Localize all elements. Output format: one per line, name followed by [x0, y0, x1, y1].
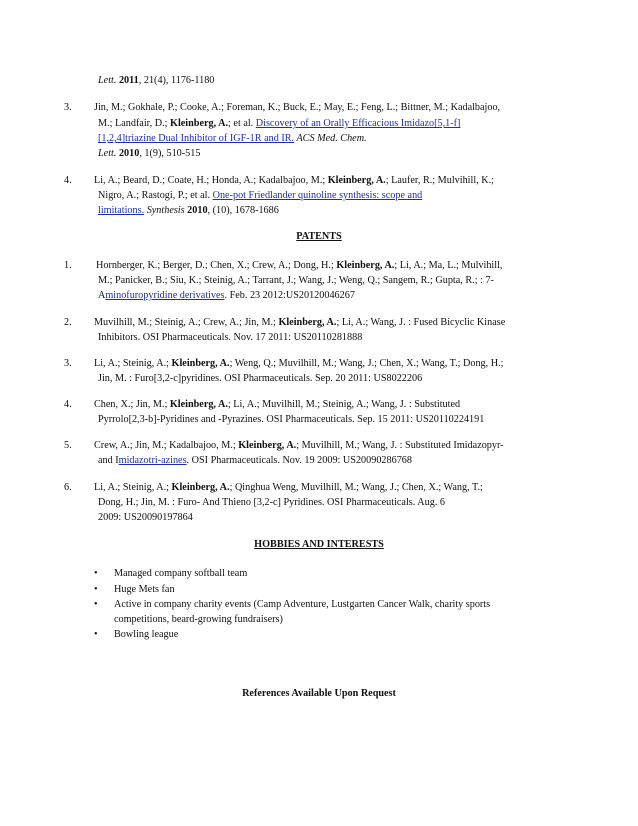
publication-line: limitations. Synthesis 2010, (10), 1678-1686: [98, 205, 279, 216]
bullet-icon: •: [94, 568, 98, 579]
patent-title-link[interactable]: minofuropyridine derivatives: [105, 290, 225, 301]
hobby-item: Active in company charity events (Camp Adventure, Lustgarten Cancer Walk, charity sports: [114, 599, 491, 610]
patent-number: 5.: [64, 440, 72, 451]
patent-line: Muvilhill, M.; Steinig, A.; Crew, A.; Jin, M.; Kleinberg, A.; Li, A.; Wang, J. : Fused Bicyclic Kinase: [94, 317, 506, 328]
publication-number: 3.: [64, 102, 72, 113]
publication-number: 4.: [64, 175, 72, 186]
patent-line: Dong, H.; Jin, M. : Furo- And Thieno [3,2-c] Pyridines. OSI Pharmaceuticals. Aug. 6: [98, 497, 446, 508]
patent-number: 6.: [64, 482, 72, 493]
publication-line: [1,2,4]triazine Dual Inhibitor of IGF-1R and IR. ACS Med. Chem.: [98, 133, 367, 144]
patent-number: 2.: [64, 317, 72, 328]
patent-number: 3.: [64, 358, 72, 369]
references-note: References Available Upon Request: [242, 688, 396, 699]
bullet-icon: •: [94, 584, 98, 595]
publication-title-link[interactable]: limitations.: [98, 205, 145, 216]
publication-line: Nigro, A.; Rastogi, P.; et al. One-pot Friedlander quinoline synthesis: scope and: [98, 190, 423, 201]
patent-line: and Imidazotri-azines. OSI Pharmaceuticals. Nov. 19 2009: US20090286768: [98, 455, 412, 466]
publication-title-link[interactable]: Discovery of an Orally Efficacious Imidazo[5,1-f]: [255, 118, 461, 129]
hobbies-heading: HOBBIES AND INTERESTS: [254, 539, 384, 550]
patent-line: Chen, X.; Jin, M.; Kleinberg, A.; Li, A.; Muvilhill, M.; Steinig, A.; Wang, J. : Substituted: [94, 399, 461, 410]
publication-authors: Jin, M.; Gokhale, P.; Cooke, A.; Foreman, K.; Buck, E.; May, E.; Feng, L.; Bittner, M.; Kadalbajoo,: [94, 102, 501, 113]
patent-line: Jin, M. : Furo[3,2-c]pyridines. OSI Pharmaceuticals. Sep. 20 2011: US8022206: [98, 373, 423, 384]
patent-number: 1.: [64, 260, 72, 271]
patent-line: Pyrrolo[2,3-b]-Pyridines and -Pyrazines. OSI Pharmaceuticals. Sep. 15 2011: US20110224191: [98, 414, 485, 425]
patent-line: Aminofuropyridine derivatives. Feb. 23 2012:US20120046267: [98, 290, 355, 301]
patent-line: 2009: US20090197864: [98, 512, 193, 523]
publication-authors: Li, A.; Beard, D.; Coate, H.; Honda, A.; Kadalbajoo, M.; Kleinberg, A.; Laufer, R.; Mulvihill, K.;: [94, 175, 494, 186]
hobby-item: Bowling league: [114, 629, 179, 640]
hobby-item-continued: competitions, beard-growing fundraisers): [114, 614, 283, 625]
patent-number: 4.: [64, 399, 72, 410]
publication-title-link[interactable]: One-pot Friedlander quinoline synthesis: scope and: [212, 190, 423, 201]
publication-title-link[interactable]: [1,2,4]triazine Dual Inhibitor of IGF-1R and IR.: [98, 133, 295, 144]
publication-line: Lett. 2010, 1(9), 510-515: [98, 148, 201, 159]
publication-line: M.; Landfair, D.; Kleinberg, A.; et al. Discovery of an Orally Efficacious Imidazo[5,1-f]: [98, 118, 461, 129]
patent-line: Inhibitors. OSI Pharmaceuticals. Nov. 17 2011: US20110281888: [98, 332, 363, 343]
bullet-icon: •: [94, 629, 98, 640]
hobby-item: Managed company softball team: [114, 568, 248, 579]
bullet-icon: •: [94, 599, 98, 610]
publication-continued: Lett. 2011, 21(4), 1176-1180: [98, 75, 215, 86]
patent-line: Crew, A.; Jin, M.; Kadalbajoo, M.; Kleinberg, A.; Muvilhill, M.; Wang, J. : Substituted Imidazopyr-: [94, 440, 504, 451]
patent-line: Li, A.; Steinig, A.; Kleinberg, A.; Qinghua Weng, Muvilhill, M.; Wang, J.; Chen, X.; Wang, T.;: [94, 482, 483, 493]
hobby-item: Huge Mets fan: [114, 584, 175, 595]
patent-line: M.; Panicker, B.; Siu, K.; Steinig, A.; Tarrant, J.; Wang, J.; Weng, Q.; Sangem, R.; Gupta, R.; : 7-: [98, 275, 494, 286]
patent-title-link[interactable]: midazotri-azines: [118, 455, 187, 466]
patent-line: Li, A.; Steinig, A.; Kleinberg, A.; Weng, Q.; Muvilhill, M.; Wang, J.; Chen, X.; Wang, T.; Dong, H.;: [94, 358, 504, 369]
patent-line: Hornberger, K.; Berger, D.; Chen, X.; Crew, A.; Dong, H.; Kleinberg, A.; Li, A.; Ma, L.; Mulvihill,: [96, 260, 503, 271]
patents-heading: PATENTS: [296, 231, 342, 242]
